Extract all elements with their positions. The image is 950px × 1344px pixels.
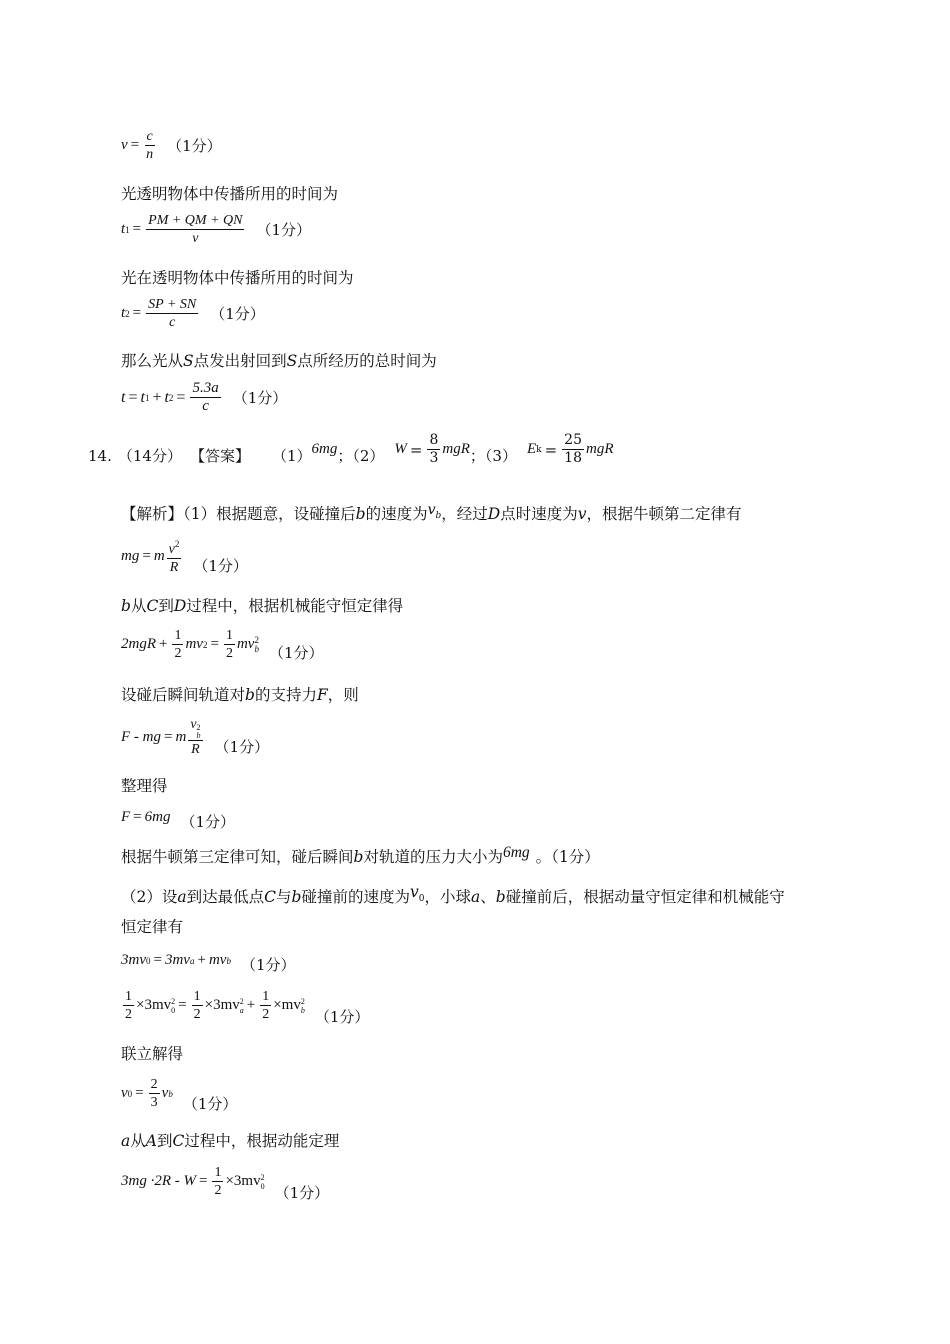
q14-answer-line: 14. （14分） 【答案】 （1） 6mg ；（2） W = $\frac{8}{3}$ mgR ；（3） E k = $\frac{25}{18}$ mgR bbox=[88, 432, 614, 466]
eq-energy: 2mgR + $\frac{1}{2}$ mv 2 = $\frac{1}{2}$ mv 2 b （1分） bbox=[121, 628, 324, 662]
points-label: （1分） bbox=[274, 1184, 330, 1202]
points-label: （1分） bbox=[182, 1095, 238, 1113]
text-total-time: 那么光从S点发出射回到S点所经历的总时间为 bbox=[121, 352, 437, 370]
eq-speed: v = $\frac{c}{n}$ （1分） bbox=[121, 129, 222, 162]
eq-newton-second: mg = m $\frac{v^2}{R}$ （1分） bbox=[121, 536, 248, 576]
analysis-intro: 【解析】（1）根据题意，设碰撞后b的速度为vb，经过D点时速度为v，根据牛顿第二定律有 bbox=[121, 502, 742, 523]
points-label: （1分） bbox=[214, 737, 270, 756]
eq-total-time: t = t 1 + t 2 = $\frac{5.3a}{c}$ （1分） bbox=[121, 380, 288, 414]
text-time-in-object: 光透明物体中传播所用的时间为 bbox=[121, 185, 339, 203]
points-label: （1分） bbox=[256, 221, 312, 239]
points-label: （1分） bbox=[232, 389, 288, 407]
points-label: （1分） bbox=[167, 137, 222, 155]
points-label: （1分） bbox=[240, 956, 296, 974]
text-support-force: 设碰后瞬间轨道对b的支持力F，则 bbox=[121, 686, 359, 704]
eq-t2: t 2 = $\frac{SP + SN}{c}$ （1分） bbox=[121, 297, 265, 330]
eq-kinetic-energy: $\frac{1}{2}$ ×3mv 2 0 = $\frac{1}{2}$ ×3mv 2 a + $\frac{1}{2}$ ×mv 2 b （1分） bbox=[125, 989, 370, 1026]
text-part2-line2: 恒定律有 bbox=[121, 918, 184, 936]
eq-work-energy: 3mg ·2R - W = $\frac{1}{2}$ ×3mv 2 0 （1分） bbox=[121, 1165, 330, 1202]
points-label: （1分） bbox=[210, 305, 265, 323]
eq-support-force: F - mg = m v 2 b R （1分） bbox=[121, 717, 270, 757]
text-third-law: 根据牛顿第三定律可知，碰后瞬间b对轨道的压力大小为6mg 。（1分） bbox=[121, 844, 600, 866]
points-label: （1分） bbox=[314, 1008, 370, 1026]
text-joint-solve: 联立解得 bbox=[121, 1045, 184, 1063]
text-kinetic-theorem: a从A到C过程中，根据动能定理 bbox=[121, 1132, 340, 1150]
text-part2-line1: （2）设a到达最低点C与b碰撞前的速度为$v_0$，小球a、b碰撞前后，根据动量守恒定律和机械能守 bbox=[121, 883, 785, 906]
eq-momentum: 3mv 0 = 3mv a + mv b （1分） bbox=[121, 952, 296, 974]
text-organize: 整理得 bbox=[121, 777, 168, 795]
eq-t1: t 1 = $\frac{PM + QM + QN}{v}$ （1分） bbox=[121, 213, 312, 246]
text-time-in-object-2: 光在透明物体中传播所用的时间为 bbox=[121, 269, 354, 287]
answer-tag: 【答案】 bbox=[189, 447, 250, 465]
eq-force-result: F = 6mg （1分） bbox=[121, 809, 236, 831]
analysis-tag: 【解析】 bbox=[121, 505, 184, 523]
question-number: 14. bbox=[88, 446, 112, 465]
text-energy-conservation: b从C到D过程中，根据机械能守恒定律得 bbox=[121, 597, 404, 615]
points-label: （1分） bbox=[193, 556, 248, 575]
points-label: （1分） bbox=[180, 813, 236, 831]
points-label: （1分） bbox=[268, 644, 324, 662]
eq-v0: v 0 = $\frac{2}{3}$ v b （1分） bbox=[121, 1077, 238, 1113]
